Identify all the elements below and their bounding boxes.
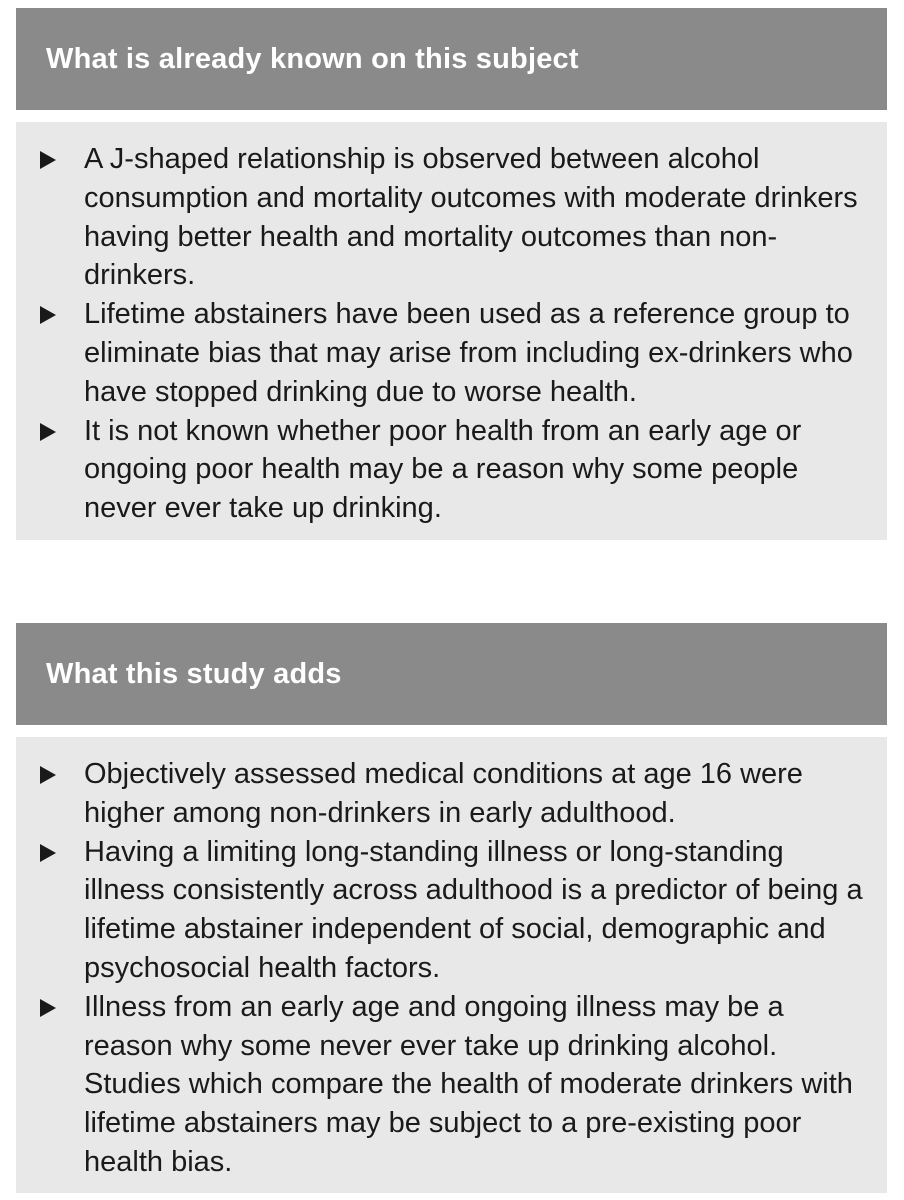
triangle-bullet-icon xyxy=(40,412,84,451)
adds-box-header xyxy=(16,623,887,725)
triangle-bullet-icon xyxy=(40,988,84,1027)
list-item xyxy=(40,295,867,411)
list-item-text: Illness from an early age and ongoing illness may be a reason why some never ever take up drinking alcohol. Studies which compare the health of moderate drinkers with lifetime abstainers may be subject to a pre-existing poor health bias. xyxy=(84,990,853,1178)
triangle-bullet-icon xyxy=(40,755,84,794)
triangle-bullet-icon xyxy=(40,295,84,334)
known-box-content xyxy=(16,122,887,540)
list-item-text: Having a limiting long-standing illness or long-standing illness consistently across adulthood is a predictor of being a lifetime abstainer independent of social, demographic and psychosocial health factors. xyxy=(84,835,863,984)
list-item xyxy=(40,755,867,833)
list-item xyxy=(40,988,867,1182)
list-item-text: It is not known whether poor health from an early age or ongoing poor health may be a reason why some people never ever take up drinking. xyxy=(84,414,802,525)
known-box-header xyxy=(16,8,887,110)
list-item-text: Lifetime abstainers have been used as a reference group to eliminate bias that may arise from including ex-drinkers who have stopped drinking due to worse health. xyxy=(84,298,853,408)
list-item-text: Objectively assessed medical conditions at age 16 were higher among non-drinkers in early adulthood. xyxy=(84,758,803,829)
known-list xyxy=(40,140,867,528)
list-item xyxy=(40,833,867,988)
adds-box-title: What this study adds xyxy=(46,657,342,690)
known-box-title: What is already known on this subject xyxy=(46,42,579,75)
list-item-text: A J-shaped relationship is observed between alcohol consumption and mortality outcomes with moderate drinkers having better health and mortality outcomes than non-drinkers. xyxy=(84,143,858,292)
adds-box-content xyxy=(16,737,887,1193)
adds-list xyxy=(40,755,867,1182)
list-item xyxy=(40,140,867,295)
triangle-bullet-icon xyxy=(40,140,84,179)
list-item xyxy=(40,412,867,528)
triangle-bullet-icon xyxy=(40,833,84,872)
